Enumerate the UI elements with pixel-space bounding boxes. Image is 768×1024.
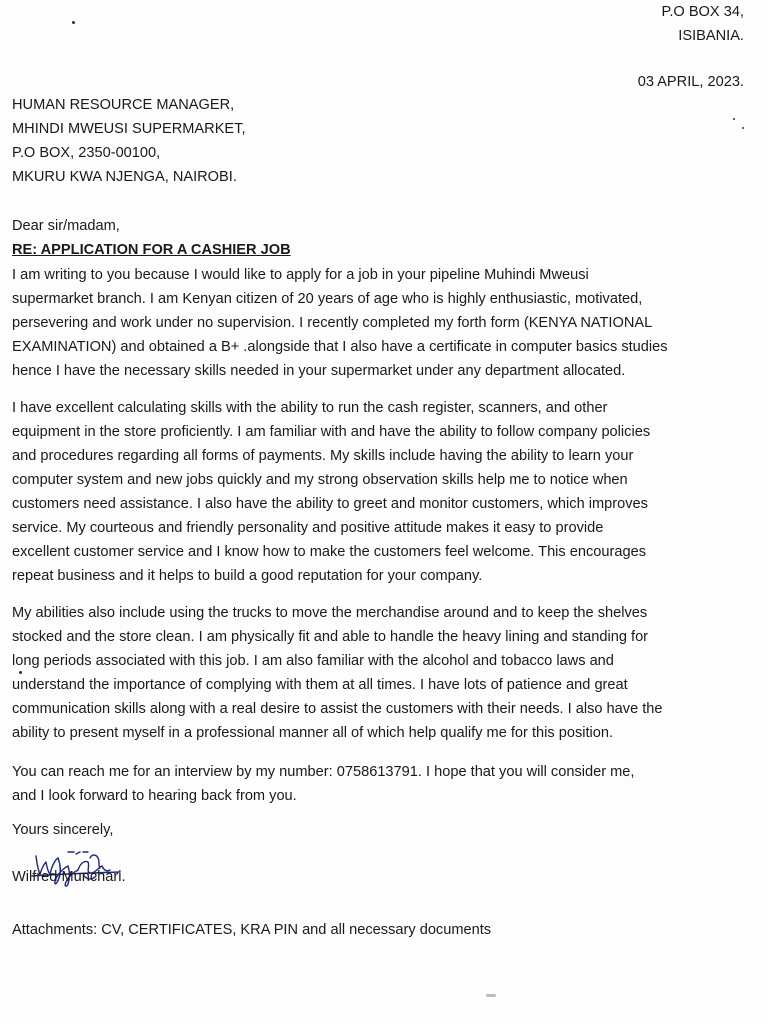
- paragraph-line: excellent customer service and I know how to make the customers feel welcome. This encourages: [12, 544, 647, 560]
- scan-speck: [486, 994, 496, 997]
- paragraph-line: customers need assistance. I also have the ability to greet and monitor customers, which improves: [12, 496, 648, 512]
- sender-address-line: ISIBANIA.: [678, 28, 744, 44]
- paragraph-line: EXAMINATION) and obtained a B+ .alongside that I also have a certificate in computer basics studies: [12, 339, 668, 355]
- body-paragraph-4: [12, 760, 747, 808]
- body-paragraph-1: [12, 263, 747, 383]
- paragraph-line: long periods associated with this job. I am also familiar with the alcohol and tobacco laws and: [12, 653, 614, 669]
- attachments-line: Attachments: CV, CERTIFICATES, KRA PIN and all necessary documents: [12, 922, 492, 938]
- closing: Yours sincerely,: [12, 822, 114, 838]
- paragraph-line: supermarket branch. I am Kenyan citizen of 20 years of age who is highly enthusiastic, motivated,: [12, 291, 643, 307]
- scan-speck: [742, 127, 744, 129]
- paragraph-line: I am writing to you because I would like to apply for a job in your pipeline Muhindi Mweusi: [12, 267, 589, 283]
- paragraph-line: repeat business and it helps to build a good reputation for your company.: [12, 568, 483, 584]
- paragraph-line: equipment in the store proficiently. I am familiar with and have the ability to follow company policies: [12, 424, 651, 440]
- recipient-line: HUMAN RESOURCE MANAGER,: [12, 97, 235, 113]
- paragraph-line: stocked and the store clean. I am physically fit and able to handle the heavy lining and standing for: [12, 629, 649, 645]
- paragraph-line: I have excellent calculating skills with the ability to run the cash register, scanners, and other: [12, 400, 608, 416]
- paragraph-line: persevering and work under no supervision. I recently completed my forth form (KENYA NATIONAL: [12, 315, 653, 331]
- subject-line: RE: APPLICATION FOR A CASHIER JOB: [12, 242, 291, 258]
- paragraph-line: You can reach me for an interview by my number: 0758613791. I hope that you will consider me,: [12, 764, 635, 780]
- paragraph-line: hence I have the necessary skills needed in your supermarket under any department allocated.: [12, 363, 626, 379]
- salutation: Dear sir/madam,: [12, 218, 120, 234]
- paragraph-line: communication skills along with a real desire to assist the customers with their needs. I also have the: [12, 701, 663, 717]
- paragraph-line: understand the importance of complying with them at all times. I have lots of patience and great: [12, 677, 628, 693]
- recipient-line: MKURU KWA NJENGA, NAIROBI.: [12, 169, 237, 185]
- scan-speck: [72, 21, 75, 24]
- paragraph-line: My abilities also include using the trucks to move the merchandise around and to keep the shelves: [12, 605, 648, 621]
- body-paragraph-2: [12, 396, 747, 588]
- paragraph-line: computer system and new jobs quickly and my strong observation skills help me to notice when: [12, 472, 628, 488]
- letter-date: 03 APRIL, 2023.: [637, 74, 744, 90]
- sender-address-line: P.O BOX 34,: [661, 4, 744, 20]
- scan-speck: [733, 118, 735, 120]
- recipient-line: MHINDI MWEUSI SUPERMARKET,: [12, 121, 246, 137]
- paragraph-line: service. My courteous and friendly personality and positive attitude makes it easy to provide: [12, 520, 604, 536]
- paragraph-line: ability to present myself in a professional manner all of which help qualify me for this position.: [12, 725, 614, 741]
- sender-address: [662, 0, 744, 48]
- recipient-line: P.O BOX, 2350-00100,: [12, 145, 161, 161]
- body-paragraph-3: [12, 601, 747, 745]
- recipient-address: [12, 93, 246, 189]
- signer-name: Wilfred Munchari.: [12, 869, 126, 885]
- paragraph-line: and procedures regarding all forms of payments. My skills include having the ability to learn your: [12, 448, 634, 464]
- paragraph-line: and I look forward to hearing back from you.: [12, 788, 297, 804]
